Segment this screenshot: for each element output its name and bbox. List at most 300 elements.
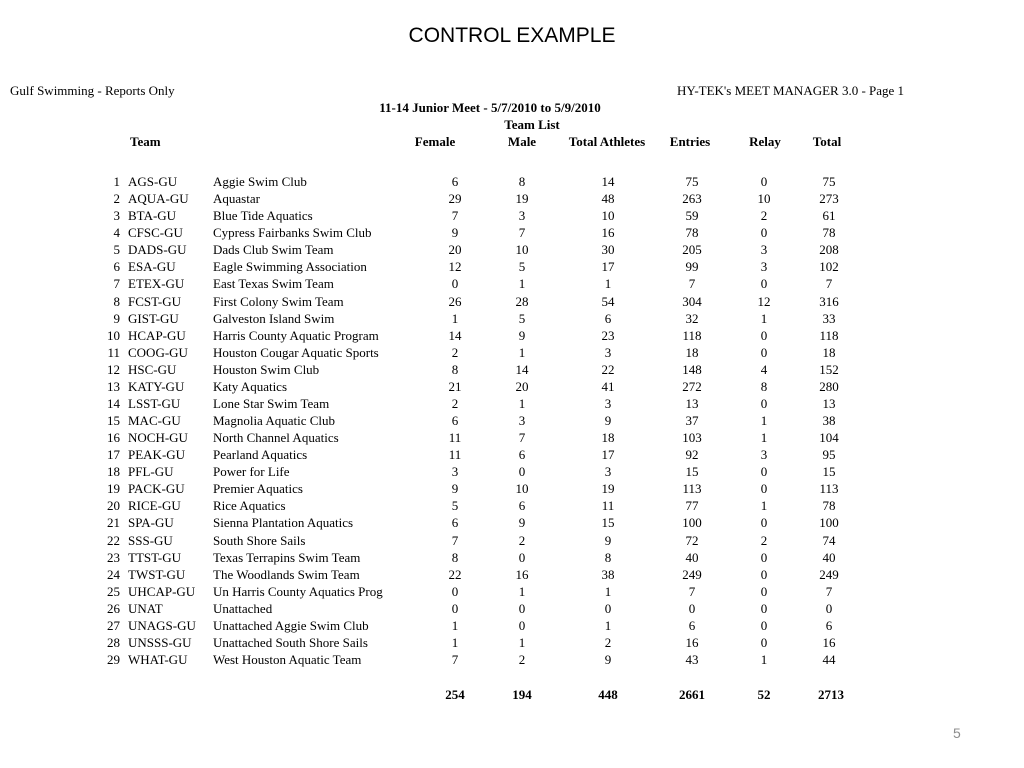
entries-count: 32: [685, 310, 699, 326]
team-code: SSS-GU: [128, 532, 173, 548]
relay-count: 0: [760, 276, 768, 292]
team-name: Pearland Aquatics: [213, 447, 308, 463]
row-number: 9: [113, 310, 120, 326]
total-female: 254: [445, 687, 465, 702]
entries-count: 43: [685, 652, 699, 667]
male-count: 20: [515, 378, 529, 394]
female-count: 2: [451, 395, 459, 411]
entries-count: 205: [682, 242, 702, 258]
entries-count: 59: [685, 208, 699, 224]
team-code: RICE-GU: [128, 498, 181, 514]
table-row: [0, 242, 1024, 259]
total-count: 152: [819, 361, 839, 377]
team-code: UHCAP-GU: [128, 583, 196, 599]
team-code: NOCH-GU: [128, 430, 188, 446]
team-name: Houston Swim Club: [213, 361, 320, 377]
team-name: Harris County Aquatic Program: [213, 327, 379, 343]
female-count: 3: [451, 464, 459, 480]
relay-count: 12: [757, 293, 771, 309]
table-row: [0, 601, 1024, 618]
relay-count: 2: [760, 208, 768, 224]
team-code: ESA-GU: [128, 259, 176, 275]
male-count: 2: [518, 652, 526, 667]
total-athletes: 448: [598, 687, 618, 702]
male-count: 5: [518, 259, 526, 275]
total-athletes-count: 23: [601, 327, 615, 343]
row-number: 1: [113, 174, 120, 189]
table-row: [0, 481, 1024, 498]
total-athletes-count: 15: [601, 515, 615, 531]
total-count: 74: [822, 532, 836, 548]
relay-count: 0: [760, 481, 768, 497]
male-count: 16: [515, 566, 529, 582]
female-count: 11: [448, 430, 462, 446]
female-count: 21: [448, 378, 462, 394]
team-code: MAC-GU: [128, 413, 181, 428]
entries-count: 263: [682, 191, 702, 207]
male-count: 0: [518, 600, 526, 616]
row-number: 25: [107, 583, 120, 599]
table-row: [0, 174, 1024, 191]
female-count: 7: [451, 532, 459, 548]
total-athletes-count: 3: [604, 344, 612, 360]
total-relay: 52: [757, 687, 771, 702]
table-row: [0, 515, 1024, 532]
total-entries: 2661: [679, 687, 705, 702]
total-athletes-count: 17: [601, 447, 615, 463]
col-header-female: Female: [414, 134, 456, 149]
relay-count: 2: [760, 532, 768, 548]
team-name: Unattached Aggie Swim Club: [213, 617, 369, 633]
table-row: [0, 328, 1024, 345]
team-name: Unattached South Shore Sails: [213, 634, 368, 650]
team-code: FCST-GU: [128, 293, 181, 309]
total-athletes-count: 14: [601, 174, 615, 189]
total-count: 316: [819, 293, 839, 309]
team-name: Texas Terrapins Swim Team: [213, 549, 361, 565]
row-number: 5: [113, 242, 120, 258]
relay-count: 1: [760, 413, 768, 428]
female-count: 7: [451, 652, 459, 667]
total-count: 33: [822, 310, 836, 326]
male-count: 28: [515, 293, 529, 309]
male-count: 3: [518, 208, 526, 224]
total-count: 102: [819, 259, 839, 275]
team-name: West Houston Aquatic Team: [213, 652, 362, 667]
table-row: [0, 567, 1024, 584]
report-header-right: HY-TEK's MEET MANAGER 3.0 - Page 1: [677, 83, 905, 98]
entries-count: 40: [685, 549, 699, 565]
table-row: [0, 413, 1024, 430]
col-header-total: Total: [812, 134, 842, 149]
total-athletes-count: 41: [601, 378, 615, 394]
total-count: 0: [825, 600, 833, 616]
male-count: 0: [518, 617, 526, 633]
female-count: 11: [448, 447, 462, 463]
female-count: 6: [451, 515, 459, 531]
female-count: 6: [451, 174, 459, 189]
male-count: 1: [518, 395, 526, 411]
female-count: 7: [451, 208, 459, 224]
row-number: 17: [107, 447, 120, 463]
total-athletes-count: 19: [601, 481, 615, 497]
team-name: Un Harris County Aquatics Prog: [213, 583, 383, 599]
col-header-male: Male: [507, 134, 537, 149]
entries-count: 75: [685, 174, 699, 189]
row-number: 13: [107, 378, 120, 394]
entries-count: 77: [685, 498, 699, 514]
team-name: Blue Tide Aquatics: [213, 208, 313, 224]
total-athletes-count: 0: [604, 600, 612, 616]
row-number: 4: [113, 225, 120, 241]
male-count: 0: [518, 549, 526, 565]
male-count: 10: [515, 481, 529, 497]
entries-count: 16: [685, 634, 699, 650]
relay-count: 10: [757, 191, 771, 207]
table-row: [0, 464, 1024, 481]
table-row: [0, 447, 1024, 464]
relay-count: 0: [760, 395, 768, 411]
female-count: 12: [448, 259, 462, 275]
row-number: 6: [113, 259, 120, 275]
row-number: 28: [107, 634, 120, 650]
team-code: AQUA-GU: [128, 191, 189, 207]
female-count: 9: [451, 225, 459, 241]
total-athletes-count: 1: [604, 617, 612, 633]
table-row: [0, 362, 1024, 379]
team-name: Galveston Island Swim: [213, 310, 335, 326]
entries-count: 304: [682, 293, 702, 309]
row-number: 11: [107, 344, 120, 360]
team-name: Unattached: [213, 600, 273, 616]
team-code: UNSSS-GU: [128, 634, 192, 650]
male-count: 8: [518, 174, 526, 189]
meet-title: 11-14 Junior Meet - 5/7/2010 to 5/9/2010: [379, 100, 601, 115]
male-count: 1: [518, 344, 526, 360]
team-name: Houston Cougar Aquatic Sports: [213, 344, 379, 360]
total-count: 16: [822, 634, 836, 650]
table-row: [0, 584, 1024, 601]
total-athletes-count: 3: [604, 395, 612, 411]
team-code: AGS-GU: [128, 174, 178, 189]
total-count: 100: [819, 515, 839, 531]
total-athletes-count: 2: [604, 634, 612, 650]
entries-count: 72: [685, 532, 699, 548]
row-number: 2: [113, 191, 120, 207]
team-code: ETEX-GU: [128, 276, 185, 292]
team-name: Premier Aquatics: [213, 481, 303, 497]
male-count: 1: [518, 583, 526, 599]
male-count: 5: [518, 310, 526, 326]
row-number: 21: [107, 515, 120, 531]
female-count: 0: [451, 583, 459, 599]
male-count: 2: [518, 532, 526, 548]
total-athletes-count: 6: [604, 310, 612, 326]
team-name: Aquastar: [213, 191, 260, 207]
row-number: 12: [107, 361, 120, 377]
table-row: [0, 635, 1024, 652]
relay-count: 0: [760, 600, 768, 616]
team-name: Cypress Fairbanks Swim Club: [213, 225, 372, 241]
female-count: 20: [448, 242, 462, 258]
entries-count: 272: [682, 378, 702, 394]
total-athletes-count: 9: [604, 652, 612, 667]
male-count: 0: [518, 464, 526, 480]
team-code: BTA-GU: [128, 208, 177, 224]
total-athletes-count: 54: [601, 293, 615, 309]
female-count: 9: [451, 481, 459, 497]
total-athletes-count: 48: [601, 191, 615, 207]
team-code: WHAT-GU: [128, 652, 188, 667]
entries-count: 18: [685, 344, 699, 360]
row-number: 15: [107, 413, 120, 428]
relay-count: 1: [760, 498, 768, 514]
total-count: 208: [819, 242, 839, 258]
col-header-total-athletes: Total Athletes: [568, 134, 646, 149]
total-count: 38: [822, 413, 836, 428]
relay-count: 3: [760, 447, 768, 463]
entries-count: 0: [688, 600, 696, 616]
team-name: Aggie Swim Club: [213, 174, 307, 189]
page-number: 5: [953, 725, 961, 741]
entries-count: 37: [685, 413, 699, 428]
relay-count: 0: [760, 617, 768, 633]
team-code: LSST-GU: [128, 395, 181, 411]
male-count: 1: [518, 276, 526, 292]
total-count: 78: [822, 498, 836, 514]
total-count: 6: [825, 617, 833, 633]
male-count: 9: [518, 327, 526, 343]
relay-count: 3: [760, 242, 768, 258]
female-count: 22: [448, 566, 462, 582]
col-header-entries: Entries: [669, 134, 711, 149]
female-count: 1: [451, 310, 459, 326]
total-athletes-count: 1: [604, 276, 612, 292]
female-count: 0: [451, 600, 459, 616]
entries-count: 6: [688, 617, 696, 633]
entries-count: 148: [682, 361, 702, 377]
report-title: Team List: [504, 117, 560, 132]
entries-count: 249: [682, 566, 702, 582]
team-name: North Channel Aquatics: [213, 430, 339, 446]
total-athletes-count: 38: [601, 566, 615, 582]
entries-count: 15: [685, 464, 699, 480]
table-row: [0, 345, 1024, 362]
total-count: 113: [819, 481, 839, 497]
relay-count: 3: [760, 259, 768, 275]
total-count: 18: [822, 344, 836, 360]
team-code: PFL-GU: [128, 464, 174, 480]
female-count: 26: [448, 293, 462, 309]
male-count: 6: [518, 447, 526, 463]
female-count: 2: [451, 344, 459, 360]
entries-count: 7: [688, 583, 696, 599]
team-code: HSC-GU: [128, 361, 177, 377]
team-code: SPA-GU: [128, 515, 174, 531]
table-row: [0, 618, 1024, 635]
entries-count: 113: [682, 481, 702, 497]
total-athletes-count: 16: [601, 225, 615, 241]
male-count: 6: [518, 498, 526, 514]
male-count: 9: [518, 515, 526, 531]
total-athletes-count: 3: [604, 464, 612, 480]
total-count: 118: [819, 327, 839, 343]
team-name: First Colony Swim Team: [213, 293, 344, 309]
total-count: 95: [822, 447, 836, 463]
relay-count: 0: [760, 583, 768, 599]
relay-count: 0: [760, 566, 768, 582]
total-athletes-count: 8: [604, 549, 612, 565]
team-name: Sienna Plantation Aquatics: [213, 515, 354, 531]
relay-count: 0: [760, 549, 768, 565]
total-athletes-count: 30: [601, 242, 615, 258]
male-count: 19: [515, 191, 529, 207]
total-athletes-count: 9: [604, 532, 612, 548]
female-count: 8: [451, 361, 459, 377]
entries-count: 118: [682, 327, 702, 343]
entries-count: 99: [685, 259, 699, 275]
relay-count: 1: [760, 652, 768, 667]
row-number: 7: [113, 276, 120, 292]
entries-count: 92: [685, 447, 699, 463]
team-code: PEAK-GU: [128, 447, 186, 463]
male-count: 7: [518, 225, 526, 241]
team-code: UNAT: [128, 600, 163, 616]
row-number: 8: [113, 293, 120, 309]
entries-count: 103: [682, 430, 702, 446]
total-athletes-count: 17: [601, 259, 615, 275]
slide-title: CONTROL EXAMPLE: [408, 24, 616, 47]
row-number: 18: [107, 464, 120, 480]
row-number: 23: [107, 549, 120, 565]
team-code: TWST-GU: [128, 566, 186, 582]
table-row: [0, 208, 1024, 225]
relay-count: 0: [760, 344, 768, 360]
table-row: [0, 550, 1024, 567]
total-count: 104: [819, 430, 839, 446]
total-athletes-count: 22: [601, 361, 615, 377]
row-number: 10: [107, 327, 120, 343]
table-row: [0, 191, 1024, 208]
team-code: DADS-GU: [128, 242, 187, 258]
team-name: Dads Club Swim Team: [213, 242, 334, 258]
row-number: 27: [107, 617, 120, 633]
female-count: 5: [451, 498, 459, 514]
team-code: CFSC-GU: [128, 225, 183, 241]
female-count: 1: [451, 634, 459, 650]
entries-count: 100: [682, 515, 702, 531]
team-name: Power for Life: [213, 464, 290, 480]
team-code: UNAGS-GU: [128, 617, 196, 633]
table-row: [0, 498, 1024, 515]
total-athletes-count: 9: [604, 413, 612, 428]
total-count: 249: [819, 566, 839, 582]
male-count: 3: [518, 413, 526, 428]
col-header-relay: Relay: [749, 134, 781, 149]
total-athletes-count: 10: [601, 208, 615, 224]
relay-count: 1: [760, 310, 768, 326]
relay-count: 4: [760, 361, 768, 377]
row-number: 20: [107, 498, 120, 514]
male-count: 7: [518, 430, 526, 446]
team-code: TTST-GU: [128, 549, 181, 565]
total-count: 273: [819, 191, 839, 207]
relay-count: 0: [760, 174, 768, 189]
total-count: 75: [822, 174, 836, 189]
total-athletes-count: 11: [601, 498, 615, 514]
table-row: [0, 533, 1024, 550]
female-count: 1: [451, 617, 459, 633]
team-name: Magnolia Aquatic Club: [213, 413, 336, 428]
team-code: COOG-GU: [128, 344, 188, 360]
total-count: 7: [825, 583, 833, 599]
table-row: [0, 311, 1024, 328]
total-count: 44: [822, 652, 836, 667]
female-count: 29: [448, 191, 462, 207]
total-athletes-count: 18: [601, 430, 615, 446]
team-name: Rice Aquatics: [213, 498, 286, 514]
team-code: HCAP-GU: [128, 327, 186, 343]
row-number: 26: [107, 600, 120, 616]
total-count: 40: [822, 549, 836, 565]
report-header-left: Gulf Swimming - Reports Only: [10, 83, 175, 98]
table-row: [0, 396, 1024, 413]
female-count: 8: [451, 549, 459, 565]
table-row: [0, 225, 1024, 242]
female-count: 14: [448, 327, 462, 343]
total-count: 78: [822, 225, 836, 241]
relay-count: 0: [760, 515, 768, 531]
row-number: 14: [107, 395, 120, 411]
total-athletes-count: 1: [604, 583, 612, 599]
total-count: 280: [819, 378, 839, 394]
female-count: 6: [451, 413, 459, 428]
total-total: 2713: [818, 687, 844, 702]
entries-count: 13: [685, 395, 699, 411]
total-count: 15: [822, 464, 836, 480]
row-number: 29: [107, 652, 120, 667]
team-name: Katy Aquatics: [213, 378, 288, 394]
relay-count: 0: [760, 327, 768, 343]
relay-count: 1: [760, 430, 768, 446]
row-number: 16: [107, 430, 120, 446]
team-code: GIST-GU: [128, 310, 179, 326]
team-name: The Woodlands Swim Team: [213, 566, 360, 582]
total-count: 13: [822, 395, 836, 411]
total-male: 194: [512, 687, 532, 702]
row-number: 3: [113, 208, 120, 224]
team-code: KATY-GU: [128, 378, 185, 394]
row-number: 24: [107, 566, 120, 582]
relay-count: 0: [760, 634, 768, 650]
team-name: Lone Star Swim Team: [213, 395, 330, 411]
total-count: 7: [825, 276, 833, 292]
relay-count: 0: [760, 225, 768, 241]
total-count: 61: [822, 208, 836, 224]
table-row: [0, 259, 1024, 276]
male-count: 1: [518, 634, 526, 650]
row-number: 19: [107, 481, 120, 497]
table-row: [0, 276, 1024, 293]
entries-count: 78: [685, 225, 699, 241]
table-row: [0, 294, 1024, 311]
entries-count: 7: [688, 276, 696, 292]
table-row: [0, 430, 1024, 447]
male-count: 10: [515, 242, 529, 258]
row-number: 22: [107, 532, 120, 548]
team-name: East Texas Swim Team: [213, 276, 334, 292]
relay-count: 0: [760, 464, 768, 480]
